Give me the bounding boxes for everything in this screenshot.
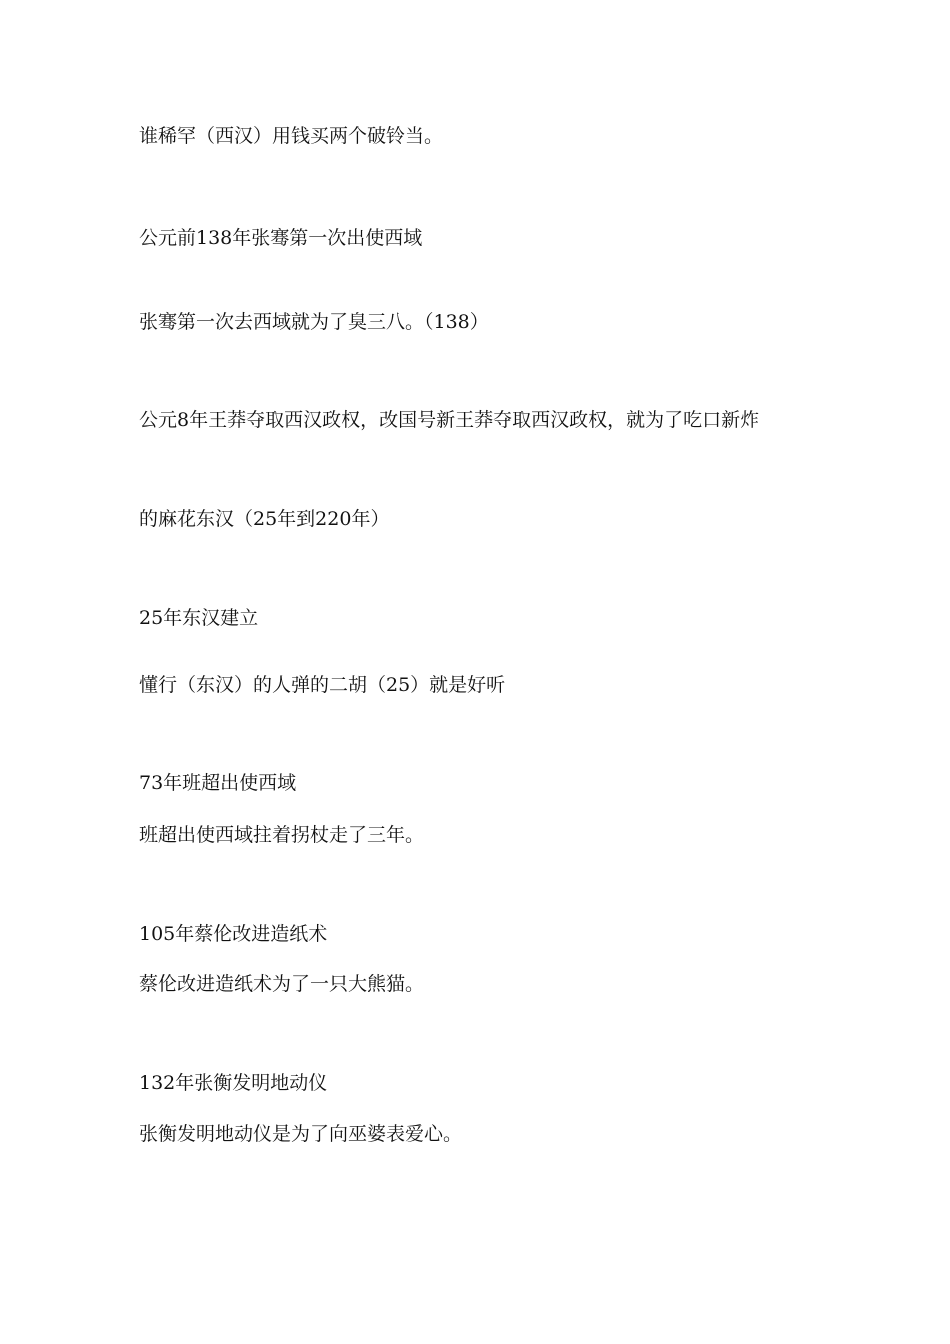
mnemonic-western-han: 谁稀罕（西汉）用钱买两个破铃当。 bbox=[139, 125, 444, 147]
event-ban-chao-73: 73年班超出使西域 bbox=[139, 772, 297, 794]
event-cai-lun-105: 105年蔡伦改进造纸术 bbox=[139, 923, 328, 945]
event-zhang-qian-138: 公元前138年张骞第一次出使西域 bbox=[139, 227, 423, 249]
event-eastern-han-25: 25年东汉建立 bbox=[139, 607, 259, 629]
mnemonic-cai-lun-105: 蔡伦改进造纸术为了一只大熊猫。 bbox=[139, 973, 425, 995]
event-wang-mang-8: 公元8年王莽夺取西汉政权，改国号新王莽夺取西汉政权，就为了吃口新炸 bbox=[139, 409, 760, 431]
mnemonic-zhang-qian-138: 张骞第一次去西域就为了臭三八。（138） bbox=[139, 311, 489, 333]
mnemonic-eastern-han-25: 懂行（东汉）的人弹的二胡（25）就是好听 bbox=[139, 674, 506, 696]
mnemonic-eastern-han-period: 的麻花东汉（25年到220年） bbox=[139, 508, 390, 530]
mnemonic-zhang-heng-132: 张衡发明地动仪是为了向巫婆表爱心。 bbox=[139, 1123, 463, 1145]
event-zhang-heng-132: 132年张衡发明地动仪 bbox=[139, 1072, 328, 1094]
mnemonic-ban-chao-73: 班超出使西域拄着拐杖走了三年。 bbox=[139, 824, 425, 846]
